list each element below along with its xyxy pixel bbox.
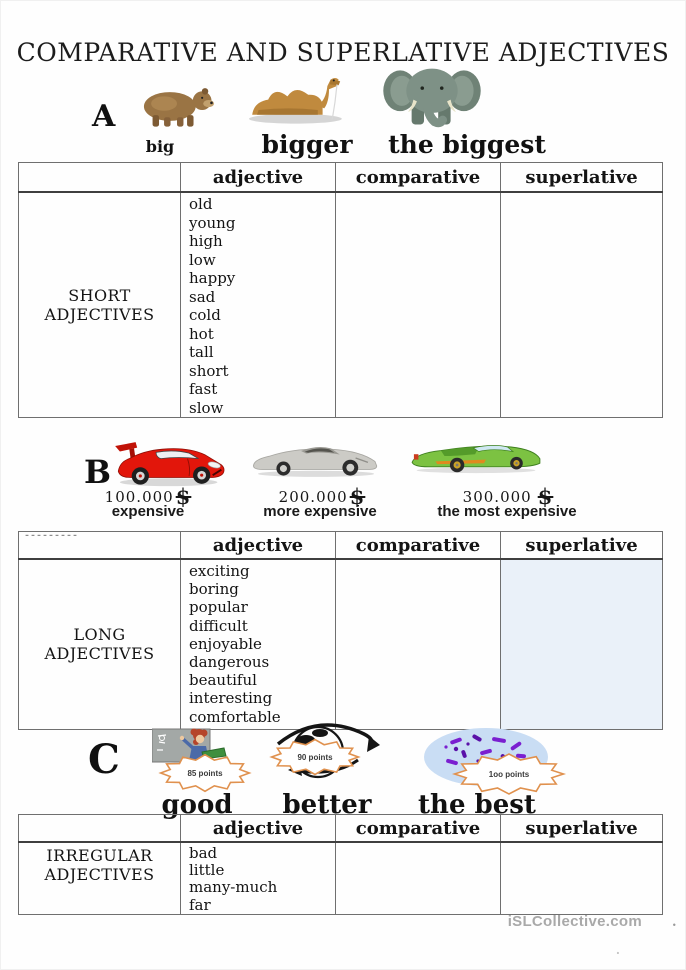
row-label-long-adjectives xyxy=(19,559,181,729)
section-b-letter: B xyxy=(84,453,112,491)
header-comparative: comparative xyxy=(336,815,501,843)
irregular-adjectives-table xyxy=(18,814,663,915)
stray-dot: . xyxy=(672,915,677,930)
adjective-item: little xyxy=(189,861,225,880)
caption-the-best: the best xyxy=(418,790,536,820)
comparative-answer-cell xyxy=(336,842,501,914)
adjective-item: fast xyxy=(189,380,218,398)
header-adjective: adjective xyxy=(181,532,336,560)
dollar-sign: $ xyxy=(349,484,366,509)
row-label-line: ADJECTIVES xyxy=(44,865,155,884)
table-header-row xyxy=(19,163,663,193)
adjective-item: dangerous xyxy=(189,653,270,672)
header-adjective: adjective xyxy=(181,163,336,193)
superlative-answer-cell xyxy=(501,192,663,418)
caption-expensive: expensive xyxy=(111,503,185,520)
table-corner-cell xyxy=(19,163,181,193)
adjective-list xyxy=(189,195,335,417)
dollar-sign: $ xyxy=(537,484,554,509)
header-comparative: comparative xyxy=(336,163,501,193)
islcollective-watermark: iSLCollective.com xyxy=(507,913,642,930)
short-adjectives-table xyxy=(18,162,663,418)
comparative-answer-cell xyxy=(336,192,501,418)
price-value: 200.000 xyxy=(278,488,348,506)
row-label-line: IRREGULAR xyxy=(46,846,153,865)
comparative-answer-cell xyxy=(336,559,501,729)
long-adjectives-table xyxy=(18,531,663,730)
table-corner-cell xyxy=(19,815,181,843)
adjective-item: slow xyxy=(189,398,224,417)
adjective-item: short xyxy=(189,361,229,380)
header-superlative: superlative xyxy=(501,532,663,560)
row-label-line: LONG xyxy=(73,625,126,645)
adjective-item: popular xyxy=(189,598,248,617)
header-adjective: adjective xyxy=(181,815,336,843)
adjective-item: sad xyxy=(189,287,216,306)
adjective-item: enjoyable xyxy=(189,634,262,653)
row-label-irregular-adjectives xyxy=(19,842,181,914)
adjective-list-cell xyxy=(181,842,336,914)
adjective-item: happy xyxy=(189,269,236,287)
row-label-line: SHORT xyxy=(68,286,131,305)
adjective-item: bad xyxy=(189,844,218,862)
silver-car-illustration xyxy=(250,438,382,478)
superlative-answer-cell xyxy=(501,559,663,729)
adjective-item: many-much xyxy=(189,878,278,897)
dollar-sign: $ xyxy=(175,484,192,509)
table-corner-cell xyxy=(19,532,181,560)
table-body-row xyxy=(19,559,663,729)
adjective-list-cell xyxy=(181,192,336,418)
caption-the-biggest: the biggest xyxy=(388,130,546,159)
badge-90-points xyxy=(268,736,362,778)
stray-dot: . xyxy=(616,944,620,957)
row-label-short-adjectives xyxy=(19,192,181,418)
caption-big: big xyxy=(145,137,175,156)
badge-text: 1oo points xyxy=(488,769,530,779)
badge-text: 85 points xyxy=(187,768,223,778)
camel-illustration xyxy=(240,70,362,126)
adjective-item: tall xyxy=(189,343,214,361)
table-body-row xyxy=(19,192,663,418)
caption-bigger: bigger xyxy=(261,130,353,159)
header-comparative: comparative xyxy=(336,532,501,560)
bear-illustration xyxy=(133,82,221,128)
adjective-item: interesting xyxy=(189,689,273,708)
section-c-letter: C xyxy=(88,736,120,783)
caption-the-most-expensive: the most expensive xyxy=(437,503,577,520)
adjective-item: boring xyxy=(189,580,239,599)
badge-85-points xyxy=(157,751,253,795)
adjective-item: exciting xyxy=(189,562,250,580)
adjective-item: far xyxy=(189,895,211,914)
adjective-item: cold xyxy=(189,306,221,324)
elephant-illustration xyxy=(383,66,481,128)
caption-more-expensive: more expensive xyxy=(263,503,377,520)
row-label-line: ADJECTIVES xyxy=(44,305,155,324)
adjective-list-cell xyxy=(181,559,336,729)
price-value: 300.000 xyxy=(462,488,532,506)
badge-text: 90 points xyxy=(297,752,333,762)
adjective-item: hot xyxy=(189,324,214,343)
section-a-letter: A xyxy=(92,99,116,134)
adjective-item: low xyxy=(189,250,216,269)
table-body-row xyxy=(19,842,663,914)
header-superlative: superlative xyxy=(501,163,663,193)
row-label-line: ADJECTIVES xyxy=(44,644,155,664)
adjective-list xyxy=(189,845,335,914)
price-value: 100.000 xyxy=(104,488,174,506)
table-header-row xyxy=(19,815,663,843)
superlative-answer-cell xyxy=(501,842,663,914)
page-title: COMPARATIVE AND SUPERLATIVE ADJECTIVES xyxy=(16,38,670,67)
adjective-item: beautiful xyxy=(189,671,257,690)
adjective-item: difficult xyxy=(189,616,248,635)
green-car-illustration xyxy=(402,438,550,474)
red-car-illustration xyxy=(112,434,230,488)
adjective-list xyxy=(189,562,335,726)
caption-better: better xyxy=(282,790,372,820)
adjective-item: comfortable xyxy=(189,707,281,726)
table-header-row xyxy=(19,532,663,560)
caption-good: good xyxy=(161,790,233,820)
corner-dashes: --------- xyxy=(24,531,79,542)
adjective-item: young xyxy=(189,213,236,232)
adjective-item: old xyxy=(189,195,213,213)
header-superlative: superlative xyxy=(501,815,663,843)
adjective-item: high xyxy=(189,232,223,250)
